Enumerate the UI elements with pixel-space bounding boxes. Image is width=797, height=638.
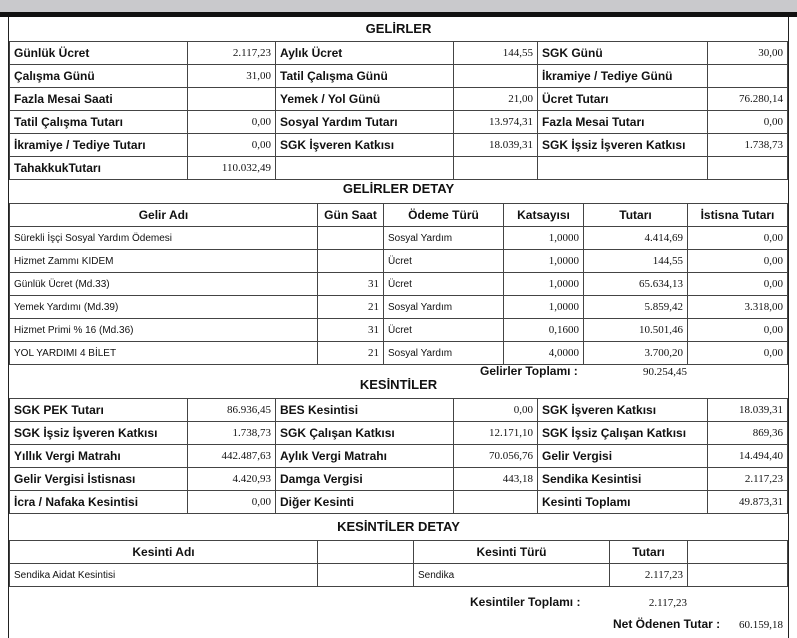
kesintiler_detay-header: Kesinti Türü xyxy=(414,541,610,564)
kesintiler-label: İcra / Nafaka Kesintisi xyxy=(10,491,188,514)
gelirler-row xyxy=(10,65,788,88)
kesintiler-table xyxy=(9,398,788,514)
gelirler_detay-cell xyxy=(318,227,384,250)
gelirler_detay-header: İstisna Tutarı xyxy=(688,204,788,227)
top-bar xyxy=(0,0,797,12)
kesintiler-value: 14.494,40 xyxy=(708,445,788,468)
kesintiler_detay-header: Tutarı xyxy=(610,541,688,564)
kesintiler-row xyxy=(10,445,788,468)
gelirler_detay-row xyxy=(10,342,788,365)
gelirler-label: Ücret Tutarı xyxy=(538,88,708,111)
kesintiler-value: 869,36 xyxy=(708,422,788,445)
gelirler-label xyxy=(276,157,454,180)
kesintiler-row xyxy=(10,468,788,491)
gelirler-detay-title: GELİRLER DETAY xyxy=(342,181,455,196)
gelirler-label: Fazla Mesai Saati xyxy=(10,88,188,111)
kesintiler-value xyxy=(454,491,538,514)
kesintiler-value: 2.117,23 xyxy=(708,468,788,491)
gelirler_detay-cell: Sürekli İşçi Sosyal Yardım Ödemesi xyxy=(10,227,318,250)
gelirler-detay-table xyxy=(9,203,788,365)
kesintiler_detay-cell: Sendika Aidat Kesintisi xyxy=(10,564,318,587)
gelirler-label: Sosyal Yardım Tutarı xyxy=(276,111,454,134)
gelirler-value: 21,00 xyxy=(454,88,538,111)
kesintiler_detay-header: Kesinti Adı xyxy=(10,541,318,564)
gelirler-value: 76.280,14 xyxy=(708,88,788,111)
net-odenen-value: 60.159,18 xyxy=(739,619,783,631)
gelirler-value: 1.738,73 xyxy=(708,134,788,157)
kesintiler_detay-cell xyxy=(318,564,414,587)
gelirler_detay-header: Tutarı xyxy=(584,204,688,227)
kesintiler-value: 18.039,31 xyxy=(708,399,788,422)
gelirler-row xyxy=(10,157,788,180)
gelirler-value: 18.039,31 xyxy=(454,134,538,157)
kesintiler-label: SGK PEK Tutarı xyxy=(10,399,188,422)
gelirler-row xyxy=(10,134,788,157)
gelirler-value xyxy=(454,157,538,180)
kesintiler-value: 70.056,76 xyxy=(454,445,538,468)
gelirler-value: 30,00 xyxy=(708,42,788,65)
kesintiler-value: 0,00 xyxy=(188,491,276,514)
kesintiler-value: 4.420,93 xyxy=(188,468,276,491)
kesintiler-label: Kesinti Toplamı xyxy=(538,491,708,514)
gelirler-value xyxy=(708,65,788,88)
gelirler_detay-cell: 1,0000 xyxy=(504,273,584,296)
gelirler_detay-cell: 0,00 xyxy=(688,319,788,342)
gelirler_detay-cell: 4.414,69 xyxy=(584,227,688,250)
kesintiler-detay-title: KESİNTİLER DETAY xyxy=(337,519,460,534)
gelirler_detay-cell: 0,00 xyxy=(688,250,788,273)
gelirler-value: 13.974,31 xyxy=(454,111,538,134)
gelirler-label: Çalışma Günü xyxy=(10,65,188,88)
gelirler-value: 2.117,23 xyxy=(188,42,276,65)
kesintiler-value: 12.171,10 xyxy=(454,422,538,445)
kesintiler-label: BES Kesintisi xyxy=(276,399,454,422)
gelirler-value: 0,00 xyxy=(188,134,276,157)
kesintiler-label: Diğer Kesinti xyxy=(276,491,454,514)
kesintiler-label: Aylık Vergi Matrahı xyxy=(276,445,454,468)
gelirler_detay-cell: 65.634,13 xyxy=(584,273,688,296)
kesintiler_detay-header xyxy=(688,541,788,564)
kesintiler-label: Damga Vergisi xyxy=(276,468,454,491)
gelirler_detay-header: Katsayısı xyxy=(504,204,584,227)
gelirler_detay-cell: Sosyal Yardım xyxy=(384,342,504,365)
gelirler-toplami-label: Gelirler Toplamı : xyxy=(480,364,578,378)
kesintiler-row xyxy=(10,399,788,422)
gelirler_detay-row xyxy=(10,296,788,319)
gelirler_detay-row xyxy=(10,273,788,296)
kesintiler-detay-table xyxy=(9,540,788,587)
gelirler-row xyxy=(10,111,788,134)
kesintiler-value: 442.487,63 xyxy=(188,445,276,468)
kesintiler-label: Gelir Vergisi İstisnası xyxy=(10,468,188,491)
gelirler_detay-cell: 0,00 xyxy=(688,342,788,365)
gelirler-value: 144,55 xyxy=(454,42,538,65)
gelirler_detay-cell: Günlük Ücret (Md.33) xyxy=(10,273,318,296)
gelirler_detay-cell: Ücret xyxy=(384,273,504,296)
gelirler_detay-cell: 21 xyxy=(318,296,384,319)
gelirler_detay-cell: 144,55 xyxy=(584,250,688,273)
gelirler-value: 110.032,49 xyxy=(188,157,276,180)
kesintiler-label: SGK Çalışan Katkısı xyxy=(276,422,454,445)
gelirler-label: Tatil Çalışma Tutarı xyxy=(10,111,188,134)
gelirler-value: 0,00 xyxy=(188,111,276,134)
gelirler_detay-cell: 31 xyxy=(318,319,384,342)
kesintiler-row xyxy=(10,422,788,445)
kesintiler_detay-cell: Sendika xyxy=(414,564,610,587)
gelirler-label: Yemek / Yol Günü xyxy=(276,88,454,111)
gelirler_detay-cell: 0,00 xyxy=(688,273,788,296)
gelirler-value xyxy=(454,65,538,88)
gelirler_detay-cell: 1,0000 xyxy=(504,227,584,250)
gelirler-label: İkramiye / Tediye Günü xyxy=(538,65,708,88)
kesintiler-value: 49.873,31 xyxy=(708,491,788,514)
gelirler-label: TahakkukTutarı xyxy=(10,157,188,180)
gelirler_detay-cell: 4,0000 xyxy=(504,342,584,365)
kesintiler-label: SGK İşsiz İşveren Katkısı xyxy=(10,422,188,445)
gelirler_detay-row xyxy=(10,319,788,342)
gelirler_detay-cell: 10.501,46 xyxy=(584,319,688,342)
gelirler-label: İkramiye / Tediye Tutarı xyxy=(10,134,188,157)
gelirler_detay-cell: Hizmet Zammı KIDEM xyxy=(10,250,318,273)
gelirler_detay-cell: 5.859,42 xyxy=(584,296,688,319)
gelirler_detay-cell: Sosyal Yardım xyxy=(384,296,504,319)
gelirler-label: SGK İşveren Katkısı xyxy=(276,134,454,157)
kesintiler-label: Gelir Vergisi xyxy=(538,445,708,468)
gelirler-value xyxy=(708,157,788,180)
gelirler_detay-cell: Hizmet Primi % 16 (Md.36) xyxy=(10,319,318,342)
gelirler-label: SGK Günü xyxy=(538,42,708,65)
kesintiler_detay-header xyxy=(318,541,414,564)
gelirler-label xyxy=(538,157,708,180)
gelirler-label: Aylık Ücret xyxy=(276,42,454,65)
kesintiler-label: SGK İşveren Katkısı xyxy=(538,399,708,422)
gelirler-title: GELİRLER xyxy=(365,21,432,36)
gelirler_detay-cell: Ücret xyxy=(384,250,504,273)
gelirler_detay-cell: 3.318,00 xyxy=(688,296,788,319)
kesintiler-value: 443,18 xyxy=(454,468,538,491)
gelirler_detay-row xyxy=(10,250,788,273)
kesintiler-title: KESİNTİLER xyxy=(359,377,438,392)
gelirler-value xyxy=(188,88,276,111)
kesintiler_detay-cell: 2.117,23 xyxy=(610,564,688,587)
gelirler-row xyxy=(10,42,788,65)
gelirler-label: Günlük Ücret xyxy=(10,42,188,65)
kesintiler_detay-cell xyxy=(688,564,788,587)
kesintiler-label: Yıllık Vergi Matrahı xyxy=(10,445,188,468)
kesintiler-value: 86.936,45 xyxy=(188,399,276,422)
kesintiler-toplami-label: Kesintiler Toplamı : xyxy=(470,595,581,609)
gelirler-label: Fazla Mesai Tutarı xyxy=(538,111,708,134)
gelirler_detay-cell: 3.700,20 xyxy=(584,342,688,365)
gelirler_detay-header: Gün Saat xyxy=(318,204,384,227)
gelirler-label: SGK İşsiz İşveren Katkısı xyxy=(538,134,708,157)
gelirler_detay-cell: Ücret xyxy=(384,319,504,342)
gelirler-row xyxy=(10,88,788,111)
kesintiler-toplami-value: 2.117,23 xyxy=(648,597,687,609)
gelirler_detay-cell: Sosyal Yardım xyxy=(384,227,504,250)
gelirler_detay-cell: 1,0000 xyxy=(504,250,584,273)
gelirler-label: Tatil Çalışma Günü xyxy=(276,65,454,88)
gelirler-value: 0,00 xyxy=(708,111,788,134)
gelirler_detay-cell: Yemek Yardımı (Md.39) xyxy=(10,296,318,319)
kesintiler-value: 1.738,73 xyxy=(188,422,276,445)
gelirler_detay-cell: 0,00 xyxy=(688,227,788,250)
kesintiler_detay-row xyxy=(10,564,788,587)
gelirler_detay-row xyxy=(10,227,788,250)
gelirler_detay-header: Ödeme Türü xyxy=(384,204,504,227)
gelirler_detay-cell: 1,0000 xyxy=(504,296,584,319)
gelirler_detay-cell: 21 xyxy=(318,342,384,365)
kesintiler-label: Sendika Kesintisi xyxy=(538,468,708,491)
gelirler_detay-cell: YOL YARDIMI 4 BİLET xyxy=(10,342,318,365)
gelirler_detay-cell: 0,1600 xyxy=(504,319,584,342)
payroll-document xyxy=(8,17,789,638)
gelirler-table xyxy=(9,41,788,180)
kesintiler-row xyxy=(10,491,788,514)
gelirler_detay-cell xyxy=(318,250,384,273)
gelirler_detay-cell: 31 xyxy=(318,273,384,296)
kesintiler-value: 0,00 xyxy=(454,399,538,422)
gelirler-toplami-value: 90.254,45 xyxy=(643,366,687,378)
kesintiler-label: SGK İşsiz Çalışan Katkısı xyxy=(538,422,708,445)
gelirler-value: 31,00 xyxy=(188,65,276,88)
gelirler_detay-header: Gelir Adı xyxy=(10,204,318,227)
net-odenen-label: Net Ödenen Tutar : xyxy=(613,617,721,631)
